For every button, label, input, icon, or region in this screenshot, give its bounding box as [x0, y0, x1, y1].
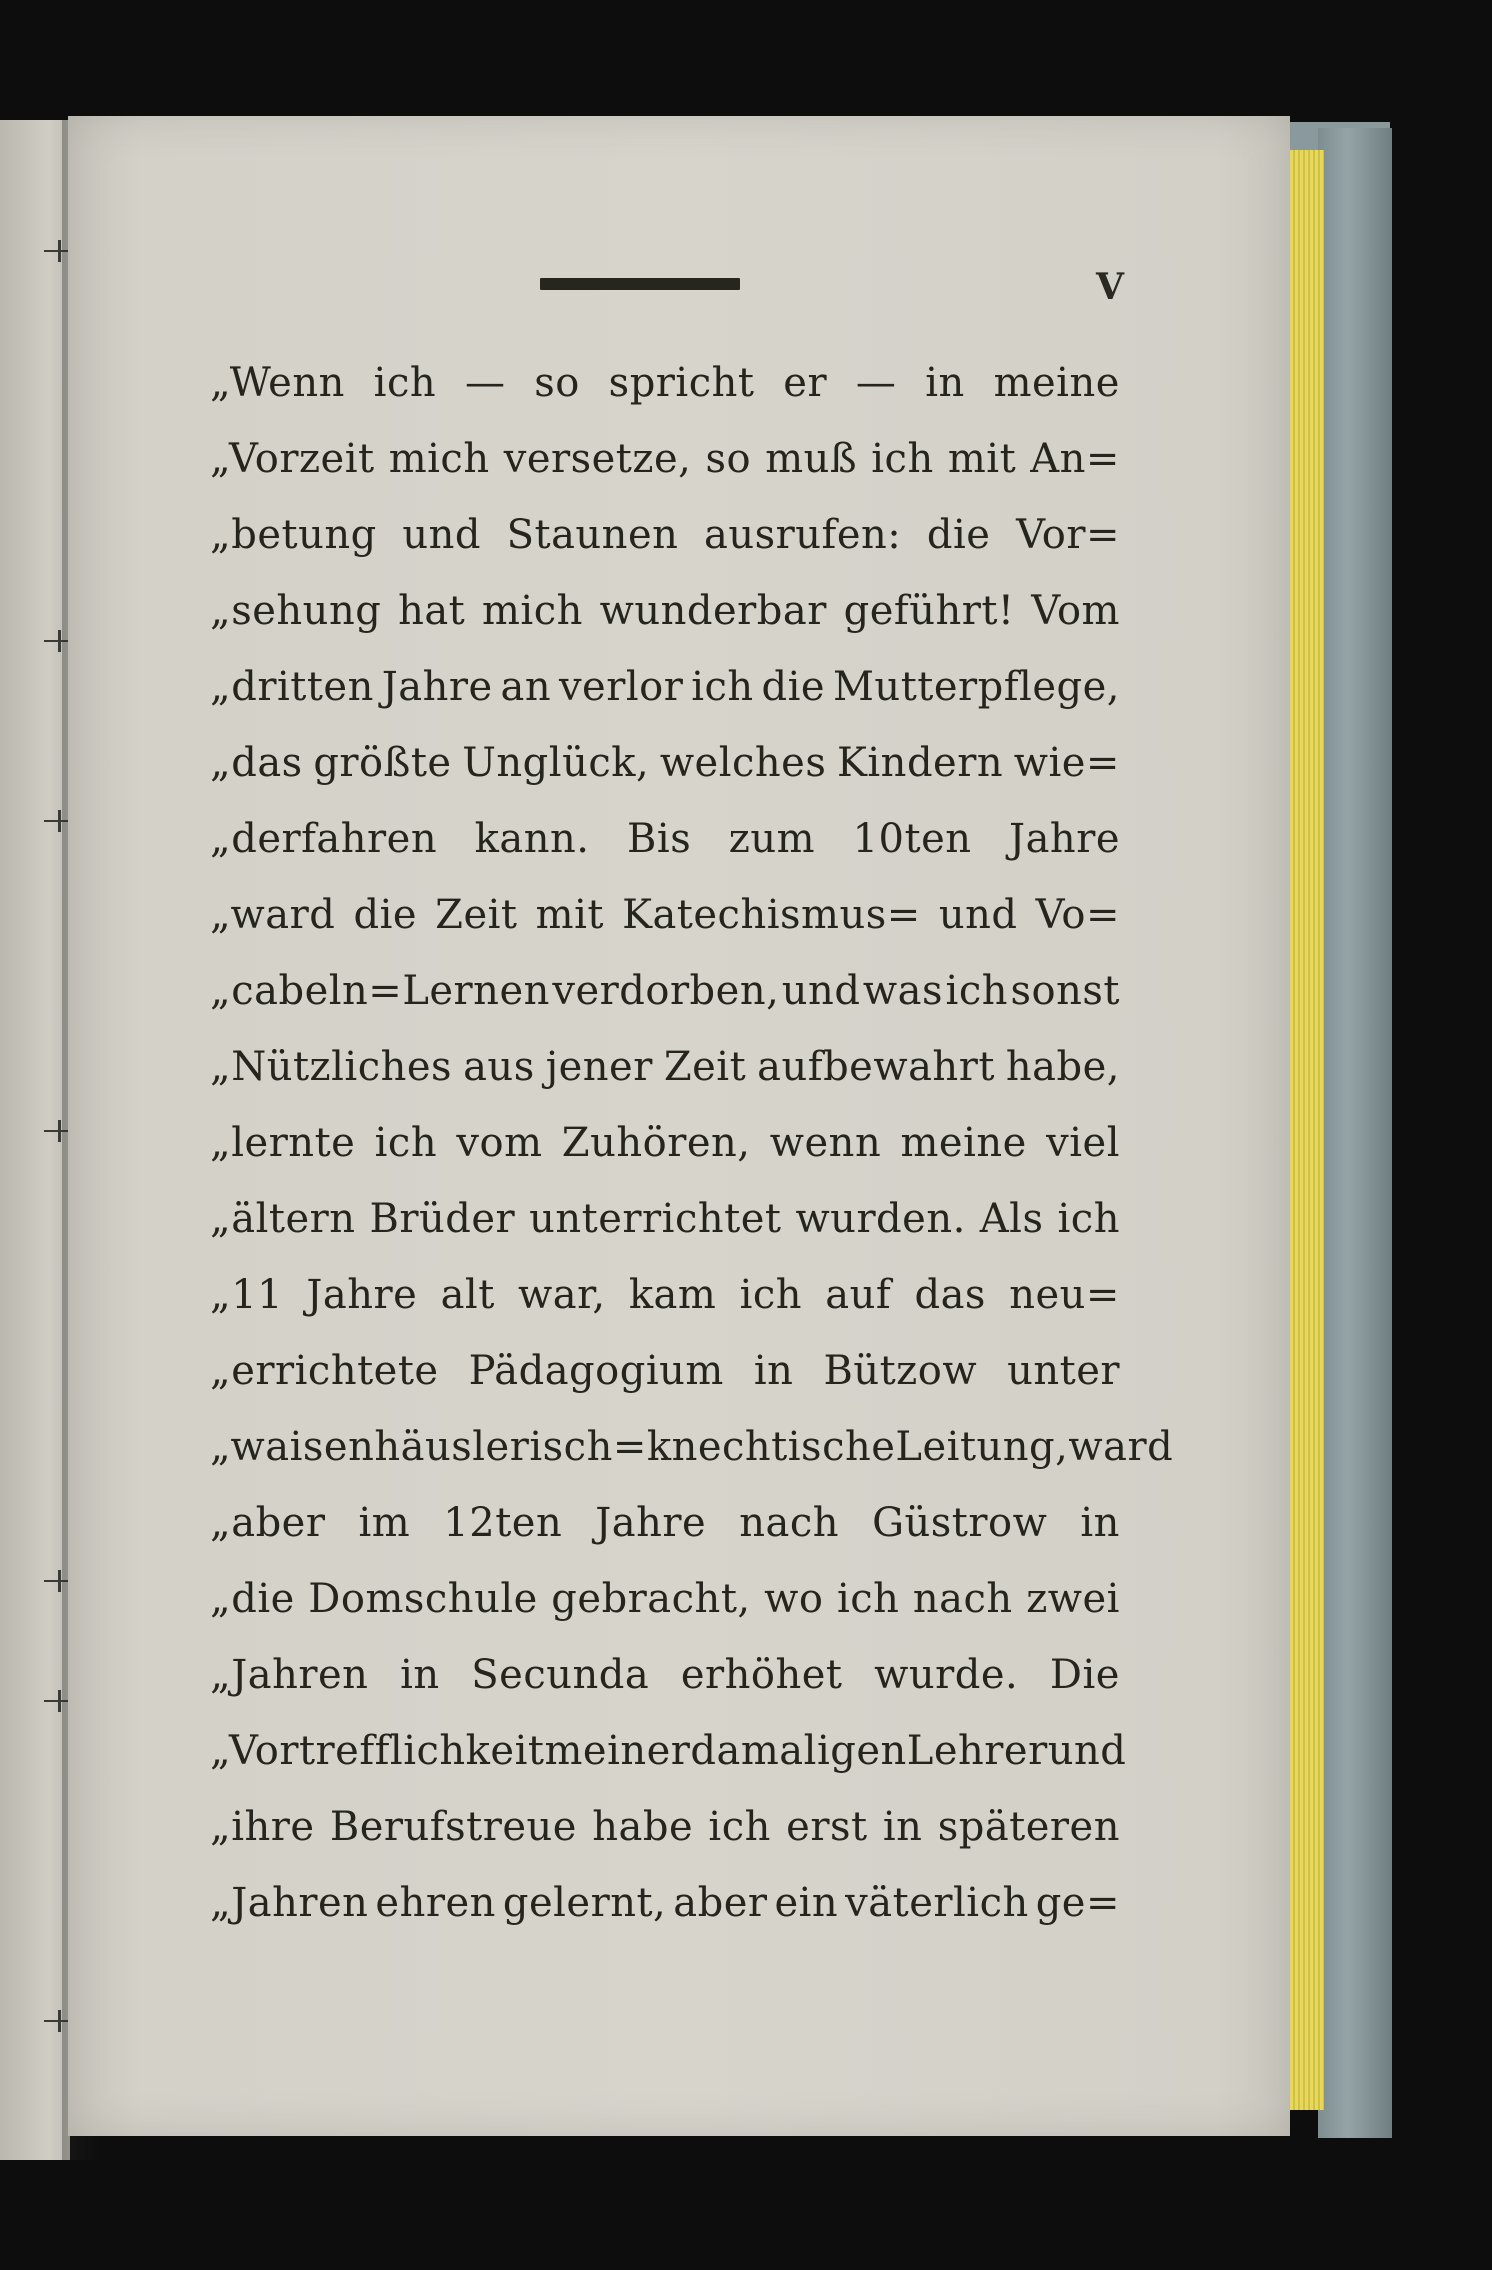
- word: „die: [210, 1576, 295, 1622]
- word: ich: [836, 1576, 900, 1622]
- word: aufbewahrt: [757, 1044, 995, 1090]
- word: „11: [210, 1272, 284, 1318]
- word: Zeit: [435, 892, 518, 938]
- word: und: [1047, 1728, 1127, 1774]
- word: welches: [659, 740, 827, 786]
- word: wie=: [1013, 740, 1120, 786]
- word: kam: [628, 1272, 717, 1318]
- word: An=: [1030, 436, 1120, 482]
- word: meine: [993, 360, 1120, 406]
- word: „errichtete: [210, 1348, 439, 1394]
- word: wo: [764, 1576, 824, 1622]
- word: unterrichtet: [529, 1196, 782, 1242]
- word: vom: [456, 1120, 543, 1166]
- word: Die: [1049, 1652, 1120, 1698]
- word: gebracht,: [551, 1576, 751, 1622]
- word: meine: [900, 1120, 1027, 1166]
- text-line: [210, 877, 1120, 953]
- word: gelernt,: [502, 1880, 667, 1926]
- yellow-page-edges: [1290, 150, 1324, 2110]
- word: späteren: [937, 1804, 1120, 1850]
- word: ge=: [1035, 1880, 1120, 1926]
- text-line: [210, 1181, 1120, 1257]
- word: war,: [518, 1272, 606, 1318]
- word: in: [1080, 1500, 1120, 1546]
- word: Leitung,: [895, 1424, 1069, 1470]
- word: die: [353, 892, 418, 938]
- page-text-block: [210, 345, 1174, 1941]
- word: Vom: [1031, 588, 1120, 634]
- text-line: [210, 725, 1120, 801]
- word: Katechismus=: [622, 892, 921, 938]
- word: ich: [739, 1272, 803, 1318]
- word: Bützow: [823, 1348, 978, 1394]
- word: ich: [373, 360, 437, 406]
- word: „Wenn: [210, 360, 345, 406]
- word: Kindern: [837, 740, 1004, 786]
- text-line: [210, 497, 1120, 573]
- word: „derfahren: [210, 816, 438, 862]
- text-line: [210, 801, 1120, 877]
- word: so: [534, 360, 580, 406]
- word: Pädagogium: [468, 1348, 724, 1394]
- word: im: [358, 1500, 411, 1546]
- word: alt: [440, 1272, 495, 1318]
- word: ich: [374, 1120, 438, 1166]
- word: jener: [545, 1044, 653, 1090]
- word: ich: [1057, 1196, 1120, 1242]
- word: neu=: [1009, 1272, 1120, 1318]
- word: zum: [728, 816, 816, 862]
- word: ausrufen:: [704, 512, 902, 558]
- word: ich: [871, 436, 934, 482]
- word: versetze,: [503, 436, 692, 482]
- text-line: [210, 953, 1120, 1029]
- word: Jahre: [595, 1500, 707, 1546]
- word: und: [938, 892, 1018, 938]
- word: habe,: [1005, 1044, 1120, 1090]
- word: „waisenhäuslerisch=knechtische: [210, 1424, 896, 1470]
- word: kann.: [474, 816, 590, 862]
- word: mich: [482, 588, 583, 634]
- word: ward: [1068, 1424, 1174, 1470]
- text-line: [210, 1485, 1120, 1561]
- word: Vor=: [1016, 512, 1120, 558]
- header-ornament-rule: [540, 278, 740, 290]
- word: Vo=: [1035, 892, 1120, 938]
- word: wenn: [769, 1120, 882, 1166]
- word: nach: [912, 1576, 1013, 1622]
- word: mit: [535, 892, 604, 938]
- left-facing-page-edge: [0, 120, 70, 2160]
- word: „Jahren: [210, 1652, 369, 1698]
- word: Brüder: [369, 1196, 516, 1242]
- word: und: [781, 968, 861, 1014]
- word: damaligen: [690, 1728, 907, 1774]
- word: Jahre: [306, 1272, 418, 1318]
- cover-board: [1318, 128, 1392, 2138]
- word: viel: [1046, 1120, 1120, 1166]
- text-line: [210, 1789, 1120, 1865]
- word: in: [400, 1652, 440, 1698]
- word: die: [926, 512, 991, 558]
- word: wunderbar: [599, 588, 827, 634]
- text-line: [210, 1409, 1174, 1485]
- word: er: [783, 360, 828, 406]
- word: spricht: [608, 360, 755, 406]
- word: zwei: [1026, 1576, 1120, 1622]
- word: geführt!: [843, 588, 1015, 634]
- word: Zuhören,: [561, 1120, 751, 1166]
- word: „lernte: [210, 1120, 356, 1166]
- text-line: [210, 649, 1120, 725]
- word: Berufstreue: [329, 1804, 577, 1850]
- word: auf: [825, 1272, 892, 1318]
- word: habe: [592, 1804, 694, 1850]
- page-number: V: [1096, 266, 1124, 308]
- word: nach: [739, 1500, 840, 1546]
- word: und: [402, 512, 481, 558]
- word: „ältern: [210, 1196, 356, 1242]
- word: unter: [1007, 1348, 1120, 1394]
- word: Secunda: [471, 1652, 650, 1698]
- word: —: [464, 360, 506, 406]
- word: „Jahren: [210, 1880, 369, 1926]
- word: was: [862, 968, 944, 1014]
- word: ein: [774, 1880, 839, 1926]
- text-line: [210, 573, 1120, 649]
- word: „dritten: [210, 664, 374, 710]
- word: ich: [945, 968, 1008, 1014]
- word: sonst: [1010, 968, 1120, 1014]
- word: so: [705, 436, 752, 482]
- text-line: [210, 421, 1120, 497]
- word: ich: [708, 1804, 771, 1850]
- word: „cabeln=Lernen: [210, 968, 550, 1014]
- text-line: [210, 1257, 1120, 1333]
- word: in: [882, 1804, 923, 1850]
- word: aber: [673, 1880, 768, 1926]
- text-line: [210, 1029, 1120, 1105]
- word: die: [761, 664, 826, 710]
- text-line: [210, 1105, 1120, 1181]
- word: in: [753, 1348, 794, 1394]
- word: Mutterpflege,: [832, 664, 1120, 710]
- word: erhöhet: [680, 1652, 843, 1698]
- word: „Vorzeit: [210, 436, 375, 482]
- word: das: [914, 1272, 986, 1318]
- word: hat: [398, 588, 466, 634]
- word: Domschule: [308, 1576, 538, 1622]
- word: ehren: [375, 1880, 496, 1926]
- text-line: [210, 1865, 1120, 1941]
- word: Staunen: [506, 512, 679, 558]
- word: „das: [210, 740, 303, 786]
- word: 10ten: [852, 816, 972, 862]
- word: „ward: [210, 892, 336, 938]
- word: verdorben,: [552, 968, 780, 1014]
- word: Jahre: [1009, 816, 1120, 862]
- text-line: [210, 345, 1120, 421]
- word: meiner: [544, 1728, 691, 1774]
- word: 12ten: [443, 1500, 563, 1546]
- word: väterlich: [845, 1880, 1029, 1926]
- word: Lehrer: [906, 1728, 1048, 1774]
- word: ich: [691, 664, 754, 710]
- word: Zeit: [663, 1044, 747, 1090]
- word: „betung: [210, 512, 377, 558]
- word: an: [500, 664, 552, 710]
- word: Güstrow: [872, 1500, 1048, 1546]
- word: wurden.: [795, 1196, 966, 1242]
- word: mich: [388, 436, 490, 482]
- text-line: [210, 1637, 1120, 1713]
- text-line: [210, 1561, 1120, 1637]
- word: „Vortrefflichkeit: [210, 1728, 545, 1774]
- text-line: [210, 1333, 1120, 1409]
- word: „sehung: [210, 588, 382, 634]
- word: in: [925, 360, 965, 406]
- word: „ihre: [210, 1804, 315, 1850]
- word: muß: [765, 436, 858, 482]
- word: Unglück,: [462, 740, 650, 786]
- word: größte: [313, 740, 452, 786]
- word: Jahre: [381, 664, 493, 710]
- word: mit: [947, 436, 1017, 482]
- word: wurde.: [874, 1652, 1019, 1698]
- word: „aber: [210, 1500, 326, 1546]
- word: „Nützliches: [210, 1044, 453, 1090]
- word: verlor: [558, 664, 684, 710]
- word: Als: [979, 1196, 1044, 1242]
- word: aus: [463, 1044, 535, 1090]
- word: —: [855, 360, 897, 406]
- word: Bis: [627, 816, 692, 862]
- text-line: [210, 1713, 1127, 1789]
- word: erst: [786, 1804, 868, 1850]
